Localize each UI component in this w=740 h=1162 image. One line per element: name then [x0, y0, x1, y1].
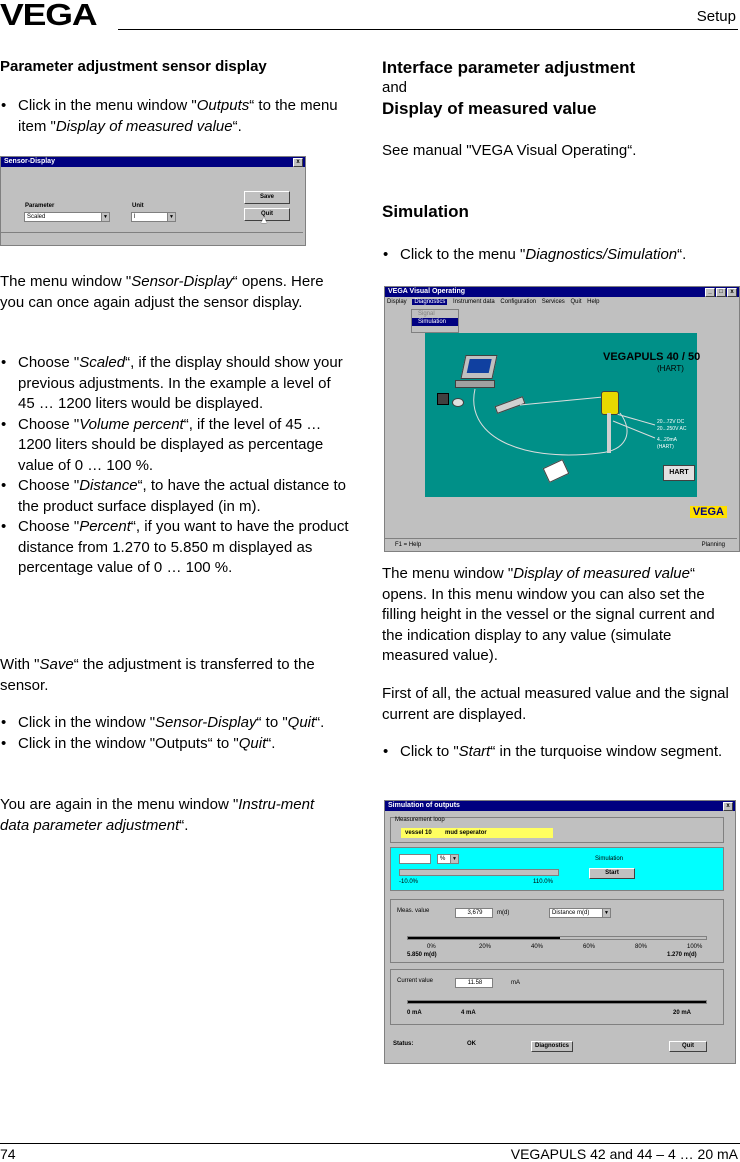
simulation-value-input[interactable] [399, 854, 431, 864]
list-item: • Click to the menu "Diagnostics/Simulation“. [382, 245, 740, 266]
save-paragraph: With "Save“ the adjustment is transferred to the sensor. [0, 656, 315, 694]
close-icon[interactable]: x [723, 802, 733, 811]
section-title: Setup [696, 8, 736, 25]
menu-help[interactable]: Help [587, 299, 600, 305]
tick-label: 20% [479, 944, 492, 950]
simulation-bullet [382, 245, 740, 266]
menu-configuration[interactable]: Configuration [500, 299, 537, 305]
menu-item-signal[interactable]: Signal [418, 311, 435, 317]
list-item: • Choose "Percent“, if you want to have the product distance from 1.270 to 5.850 m displayed as percentage value of 0 … 100 %. [0, 517, 350, 579]
menu-item-simulation[interactable]: Simulation [412, 318, 458, 326]
current-value-group [390, 969, 724, 1025]
choices-list [0, 353, 350, 579]
list-item: • Choose "Distance“, to have the actual distance to the product surface displayed (in m). [0, 476, 350, 517]
signal-hart: (HART) [657, 444, 674, 450]
window-titlebar: Sensor-Display x [1, 157, 305, 167]
measurement-loop-group [390, 817, 724, 843]
current-unit: mA [511, 980, 520, 986]
list-item: • Choose "Scaled“, if the display should show your previous adjustments. In the example a level of 45 … 1200 liters would be displayed. [0, 353, 350, 415]
unit-select[interactable]: % ▼ [437, 854, 459, 864]
outputs-bullet [0, 96, 350, 137]
page-number: 74 [0, 1146, 16, 1162]
sensor-display-paragraph: The menu window "Sensor-Display“ opens. Here you can once again adjust the sensor display. [0, 273, 324, 311]
sensor-display-window [0, 156, 306, 246]
hart-logo: HART [663, 465, 695, 481]
meas-type-select[interactable]: Distance m(d) ▼ [549, 908, 611, 918]
tick-label: 60% [583, 944, 596, 950]
tick-label: 0% [427, 944, 436, 950]
quit-list [0, 713, 350, 754]
parameter-select[interactable]: Scaled ▼ [24, 212, 110, 222]
current-tick-4: 4 mA [461, 1010, 476, 1016]
loop-value: vessel 10 mud seperator [401, 828, 553, 838]
meas-unit: m(d) [497, 910, 510, 916]
sensor-icon [601, 391, 619, 415]
chevron-down-icon: ▼ [602, 909, 610, 917]
menu-bar [387, 299, 600, 305]
teal-panel [425, 333, 701, 497]
quit-button[interactable]: Quit [244, 208, 290, 221]
simulation-panel [390, 847, 724, 891]
cursor-icon: ▲ [259, 215, 269, 226]
parameter-label: Parameter [25, 203, 55, 209]
interface-heading: Interface parameter adjustment [382, 58, 636, 77]
menu-diagnostics[interactable]: Diagnostics [414, 299, 446, 305]
vega-logo: VEGA [0, 0, 97, 32]
current-tick-20: 20 mA [673, 1010, 692, 1016]
tick-label: 100% [687, 944, 703, 950]
meas-value-field: 3,679 [455, 908, 493, 918]
start-bullet [382, 742, 740, 763]
close-icon[interactable]: x [727, 288, 737, 297]
current-bar-track [407, 1000, 707, 1004]
doc-title: VEGAPULS 42 and 44 – 4 … 20 mA [510, 1146, 738, 1162]
menu-instrument-data[interactable]: Instrument data [453, 299, 495, 305]
menu-display[interactable]: Display [387, 299, 407, 305]
list-item: • Choose "Volume percent“, if the level of 45 … 1200 liters should be displayed as percentage value of 0 … 100 %. [0, 415, 350, 477]
maximize-icon[interactable]: □ [716, 288, 726, 297]
and-text: and [382, 79, 408, 96]
chevron-down-icon: ▼ [167, 213, 175, 221]
start-button[interactable]: Start [589, 868, 635, 879]
chevron-down-icon: ▼ [101, 213, 109, 221]
display-heading: Display of measured value [382, 99, 597, 118]
actual-value-paragraph: First of all, the actual measured value and the signal current are displayed. [382, 685, 729, 723]
current-value-field: 11.58 [455, 978, 493, 988]
status-label: Status: [393, 1041, 414, 1047]
supply-dc: 20...72V DC [657, 419, 685, 425]
vvo-window [384, 286, 740, 552]
list-item: • Click to "Start“ in the turquoise window segment. [382, 742, 740, 763]
meas-bar-track [407, 936, 707, 940]
simulation-heading: Simulation [382, 202, 469, 221]
tick-right: 1.270 m(d) [667, 952, 697, 958]
menu-services[interactable]: Services [541, 299, 565, 305]
list-item: • Click in the menu window "Outputs“ to the menu item "Display of measured value“. [0, 96, 350, 137]
unit-select[interactable]: l ▼ [131, 212, 176, 222]
current-tick-0: 0 mA [407, 1010, 422, 1016]
header-rule [118, 29, 738, 30]
tick-label: 80% [635, 944, 648, 950]
unit-label: Unit [132, 203, 144, 209]
status-bar: F1 = Help Planning [385, 538, 737, 551]
simulation-slider[interactable] [399, 869, 559, 876]
see-manual-text: See manual "VEGA Visual Operating“. [382, 142, 637, 159]
status-value: OK [467, 1041, 476, 1047]
diagnostics-button[interactable]: Diagnostics [531, 1041, 573, 1052]
vvo-logo: VEGA [690, 506, 727, 518]
antenna-icon [607, 413, 611, 453]
tick-left: 5.850 m(d) [407, 952, 437, 958]
diagnostics-dropdown [411, 309, 459, 333]
tick-label: 40% [531, 944, 544, 950]
window-titlebar: VEGA Visual Operating _ □ x [385, 287, 739, 297]
workspace [387, 310, 735, 538]
window-bottom-line [1, 232, 303, 233]
current-label: Current value [397, 978, 434, 984]
save-button[interactable]: Save [244, 191, 290, 204]
range-max: 110.0% [533, 879, 553, 885]
display-window-paragraph: The menu window "Display of measured value“ opens. In this menu window you can also set the filling height in the vessel or the signal current and the indication display to any value (simulate measured value). [382, 565, 715, 664]
simulation-window [384, 800, 736, 1064]
quit-button[interactable]: Quit [669, 1041, 707, 1052]
loop-label: Measurement loop [395, 817, 445, 823]
supply-ac: 20...250V AC [657, 426, 687, 432]
minimize-icon[interactable]: _ [705, 288, 715, 297]
menu-quit[interactable]: Quit [570, 299, 582, 305]
product-sub: (HART) [657, 364, 684, 373]
meas-ticks [407, 944, 707, 952]
current-bar-fill [408, 1001, 706, 1003]
product-name: VEGAPULS 40 / 50 [603, 351, 701, 363]
simulation-label: Simulation [595, 856, 624, 862]
footer-rule [0, 1143, 740, 1144]
left-heading: Parameter adjustment sensor display [0, 58, 267, 75]
range-min: -10.0% [399, 879, 419, 885]
list-item: • Click in the window "Outputs“ to "Quit“. [0, 734, 350, 755]
close-icon[interactable]: x [293, 158, 303, 167]
meas-bar-fill [408, 937, 560, 939]
meas-label: Meas. value [397, 908, 430, 914]
chevron-down-icon: ▼ [450, 855, 458, 863]
meas-value-group [390, 899, 724, 963]
list-item: • Click in the window "Sensor-Display“ to "Quit“. [0, 713, 350, 734]
return-paragraph: You are again in the menu window "Instru-ment data parameter adjustment“. [0, 796, 315, 834]
window-titlebar: Simulation of outputs x [385, 801, 735, 811]
signal-ma: 4...20mA [657, 437, 678, 443]
